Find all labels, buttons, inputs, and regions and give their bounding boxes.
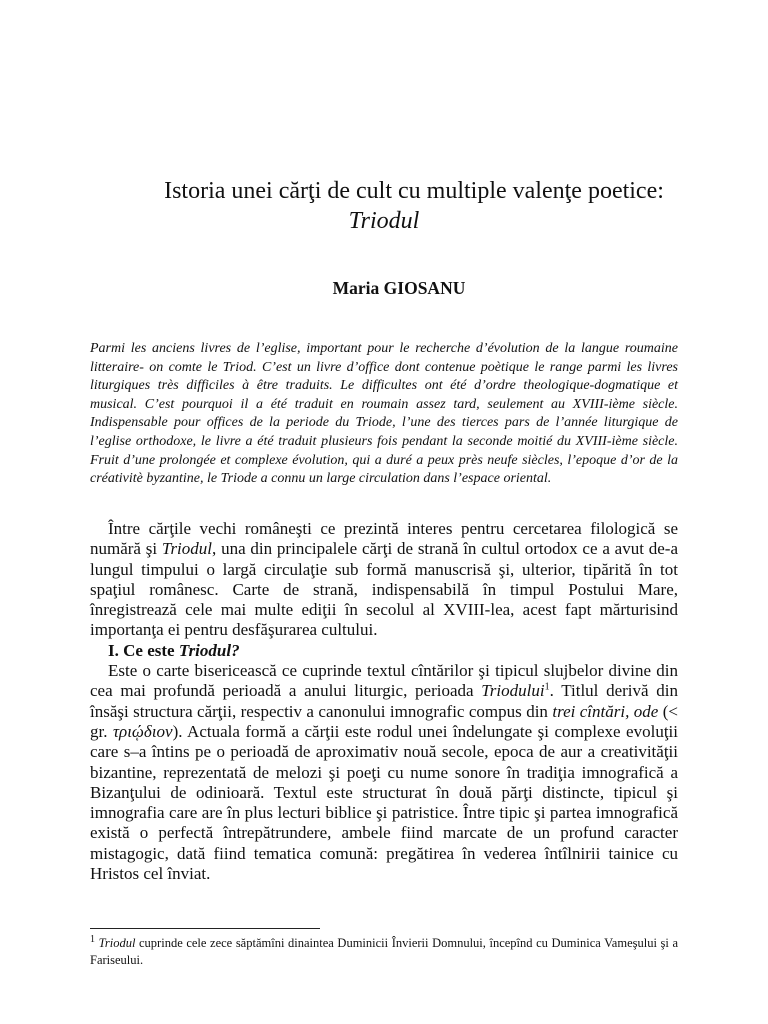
section-heading [90, 641, 678, 661]
para2-trei-cintari: trei cîntări, ode [552, 701, 659, 721]
paragraph-definition [90, 661, 678, 884]
para2-triodului: Triodului [481, 681, 545, 701]
footnote-ref[interactable]: 1 [544, 681, 550, 693]
para1-text-a: Între cărţile vechi româneşti ce prezintă interes pentru cercetarea filologică se numără şi [90, 519, 678, 559]
para2-text-g: ). Actuala formă a cărţii este rodul unei îndelungate şi complexe evoluţii care s–a întins pe o perioadă de aproximativ nouă secole, epoca de aur a creativităţii bizantine, reprezentată de melozi şi poeţi cu nume sonore în tradiţia imnografică a Bizanţului de odinioară. Textul este structurat în două părţi distincte, tipicul şi imnografia care are în plus lecturi biblice şi patristice. Între tipic şi partea imnografică există o perfectă întrepătrundere, ambele fiind marcate de un profund caracter mistagogic, dată fiind tematica comună: pregătirea în vederea întîlnirii tainice cu Hristos cel înviat. [90, 721, 678, 884]
footnote-text: cuprinde cele zece săptămîni dinaintea Duminicii Învierii Domnului, începînd cu Duminica Vameşului şi a Fariseului. [90, 936, 678, 967]
para1-text-c: , una din principalele cărţi de strană în cultul ortodox ce a avut de-a lungul timpului o largă circulaţie sub formă manuscrisă şi, ulterior, tipărită în tot spaţiul românesc. Carte de strană, indispensabilă în timpul Postului Mare, înregistrează cele mai multe ediţii în secolul al XVIII-lea, acest fapt mărturisind importanţa ei pentru desfăşurarea cultului. [90, 539, 678, 640]
heading-text-a: I. Ce este [108, 640, 179, 660]
footnote-rule [90, 928, 320, 929]
footnote-triodul: Triodul [98, 936, 136, 950]
author-name: Maria GIOSANU [332, 278, 466, 298]
article-title [0, 176, 768, 236]
para2-text-c: . Titlul derivă din însăşi structura cărţii, respectiv a canonului imnografic compus din [90, 681, 678, 721]
paragraph-intro [90, 519, 678, 641]
footnote-number: 1 [90, 933, 95, 945]
heading-triodul: Triodul? [178, 640, 240, 660]
para2-text-e: (< gr. [90, 701, 679, 741]
para2-greek: τριῴδιον [112, 721, 173, 741]
abstract-text: Parmi les anciens livres de l’eglise, important pour le recherche d’évolution de la langue roumaine litteraire- on comte le Triod. C’est un livre d’office dont contenue poètique le range parmi les livres liturgiques très difficiles à être traduits. Le difficultes ont été d’ordre theologique-dogmatique et musical. C’est pourquoi il a été traduit en roumain assez tard, seulement au XVIII-ième siècle. Indispensable pour offices de la periode du Triode, l’une des tierces pars de l’année liturgique de l’eglise orthodoxe, le livre a été traduit plusieurs fois pendant la seconde moitié du XVIII-ième siècle. Fruit d’une prolongée et complexe évolution, qui a duré a peux près neufe siècles, l’epoque d’or de la créativitè byzantine, le Triode a connu un large circulation dans l’espace oriental. [90, 341, 678, 487]
para2-text-a: Este o carte bisericească ce cuprinde textul cîntărilor şi tipicul slujbelor divine din cea mai profundă perioadă a anului liturgic, perioada [90, 661, 678, 701]
title-line-1: Istoria unei cărţi de cult cu multiple valenţe poetice: [164, 178, 664, 204]
footnote [90, 935, 678, 969]
article-body [90, 519, 678, 884]
para1-triodul: Triodul [161, 539, 213, 559]
title-line-2: Triodul [348, 208, 420, 234]
